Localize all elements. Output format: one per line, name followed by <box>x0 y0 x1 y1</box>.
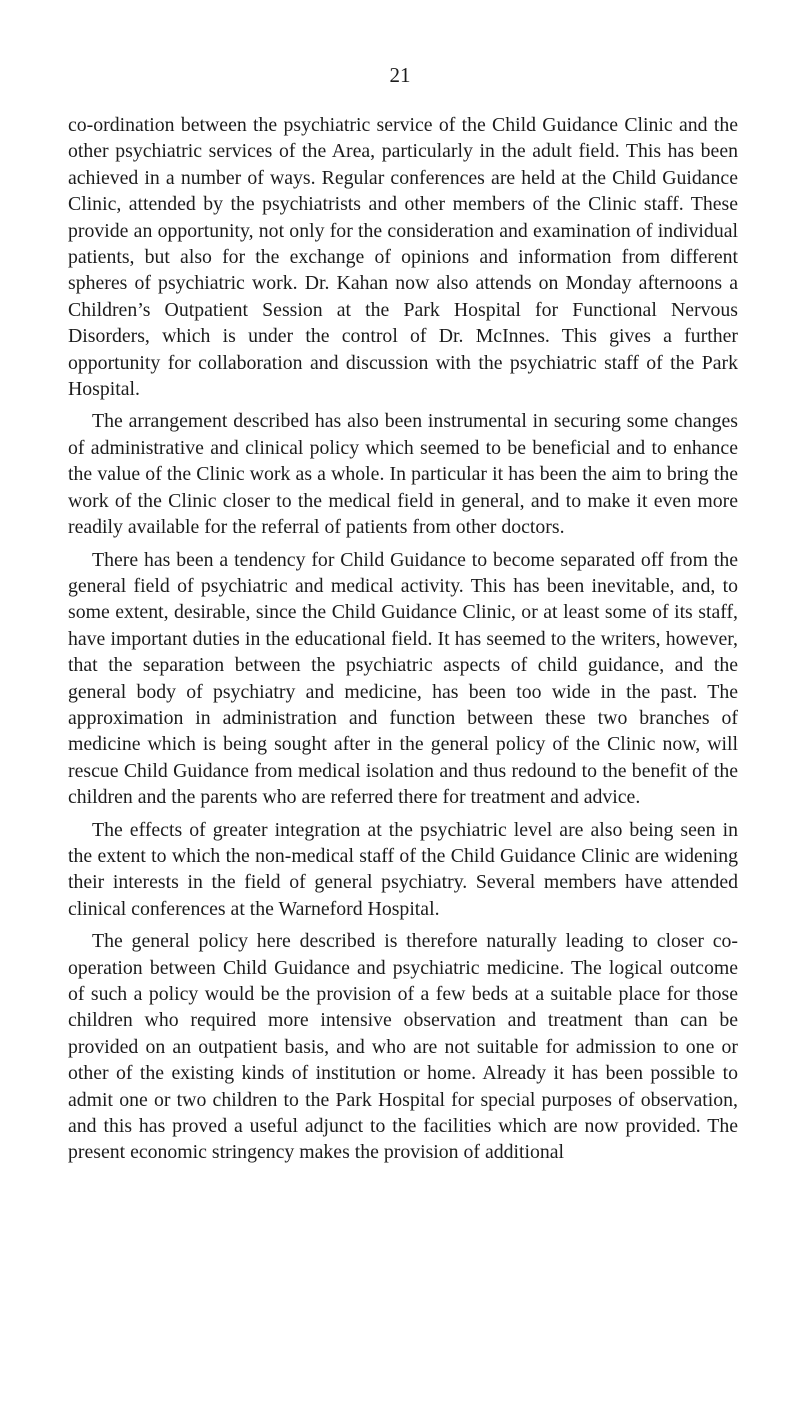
paragraph-5: The general policy here described is therefore naturally leading to closer co-operation between Child Guidance and psychiatric medicine. The logical outcome of such a policy would be the provision of a few beds at a suitable place for those children who required more intensive observation and treatment than can be provided on an outpatient basis, and who are not suitable for admission to one or other of the existing kinds of institution or home. Already it has been possible to admit one or two children to the Park Hospital for special purposes of observation, and this has proved a useful adjunct to the facilities which are now provided. The present economic stringency makes the provision of additional <box>68 930 738 1164</box>
paragraph-1: co-ordination between the psychiatric service of the Child Guidance Clinic and the other psychiatric services of the Area, particularly in the adult field. This has been achieved in a number of ways. Regular conferences are held at the Child Guidance Clinic, attended by the psychiatrists and other members of the Clinic staff. These provide an opportunity, not only for the consideration and examination of individual patients, but also for the exchange of opinions and information from different spheres of psychiatric work. Dr. Kahan now also attends on Monday afternoons a Children’s Outpatient Session at the Park Hospital for Functional Nervous Disorders, which is under the control of Dr. McInnes. This gives a further opportunity for collaboration and discussion with the psychiatric staff of the Park Hospital. <box>68 114 738 401</box>
document-body <box>68 112 738 1172</box>
paragraph-4: The effects of greater integration at the psychiatric level are also being seen in the extent to which the non-medical staff of the Child Guidance Clinic are widening their interests in the field of general psychiatry. Several members have attended clinical conferences at the Warneford Hospital. <box>68 818 738 920</box>
paragraph-3: There has been a tendency for Child Guidance to become separated off from the general field of psychiatric and medical activity. This has been inevitable, and, to some extent, desirable, since the Child Guidance Clinic, or at least some of its staff, have important duties in the educational field. It has seemed to the writers, however, that the separation between the psychiatric aspects of child guidance, and the general body of psychiatry and medicine, has been too wide in the past. The approximation in administration and function between these two branches of medicine which is being sought after in the general policy of the Clinic now, will rescue Child Guidance from medical isolation and thus redound to the benefit of the children and the parents who are referred there for treatment and advice. <box>68 548 738 809</box>
page-number: 21 <box>389 63 411 87</box>
paragraph-2: The arrangement described has also been instrumental in securing some changes of administrative and clinical policy which seemed to be beneficial and to enhance the value of the Clinic work as a whole. In particular it has been the aim to bring the work of the Clinic closer to the medical field in general, and to make it even more readily available for the referral of patients from other doctors. <box>68 410 738 539</box>
